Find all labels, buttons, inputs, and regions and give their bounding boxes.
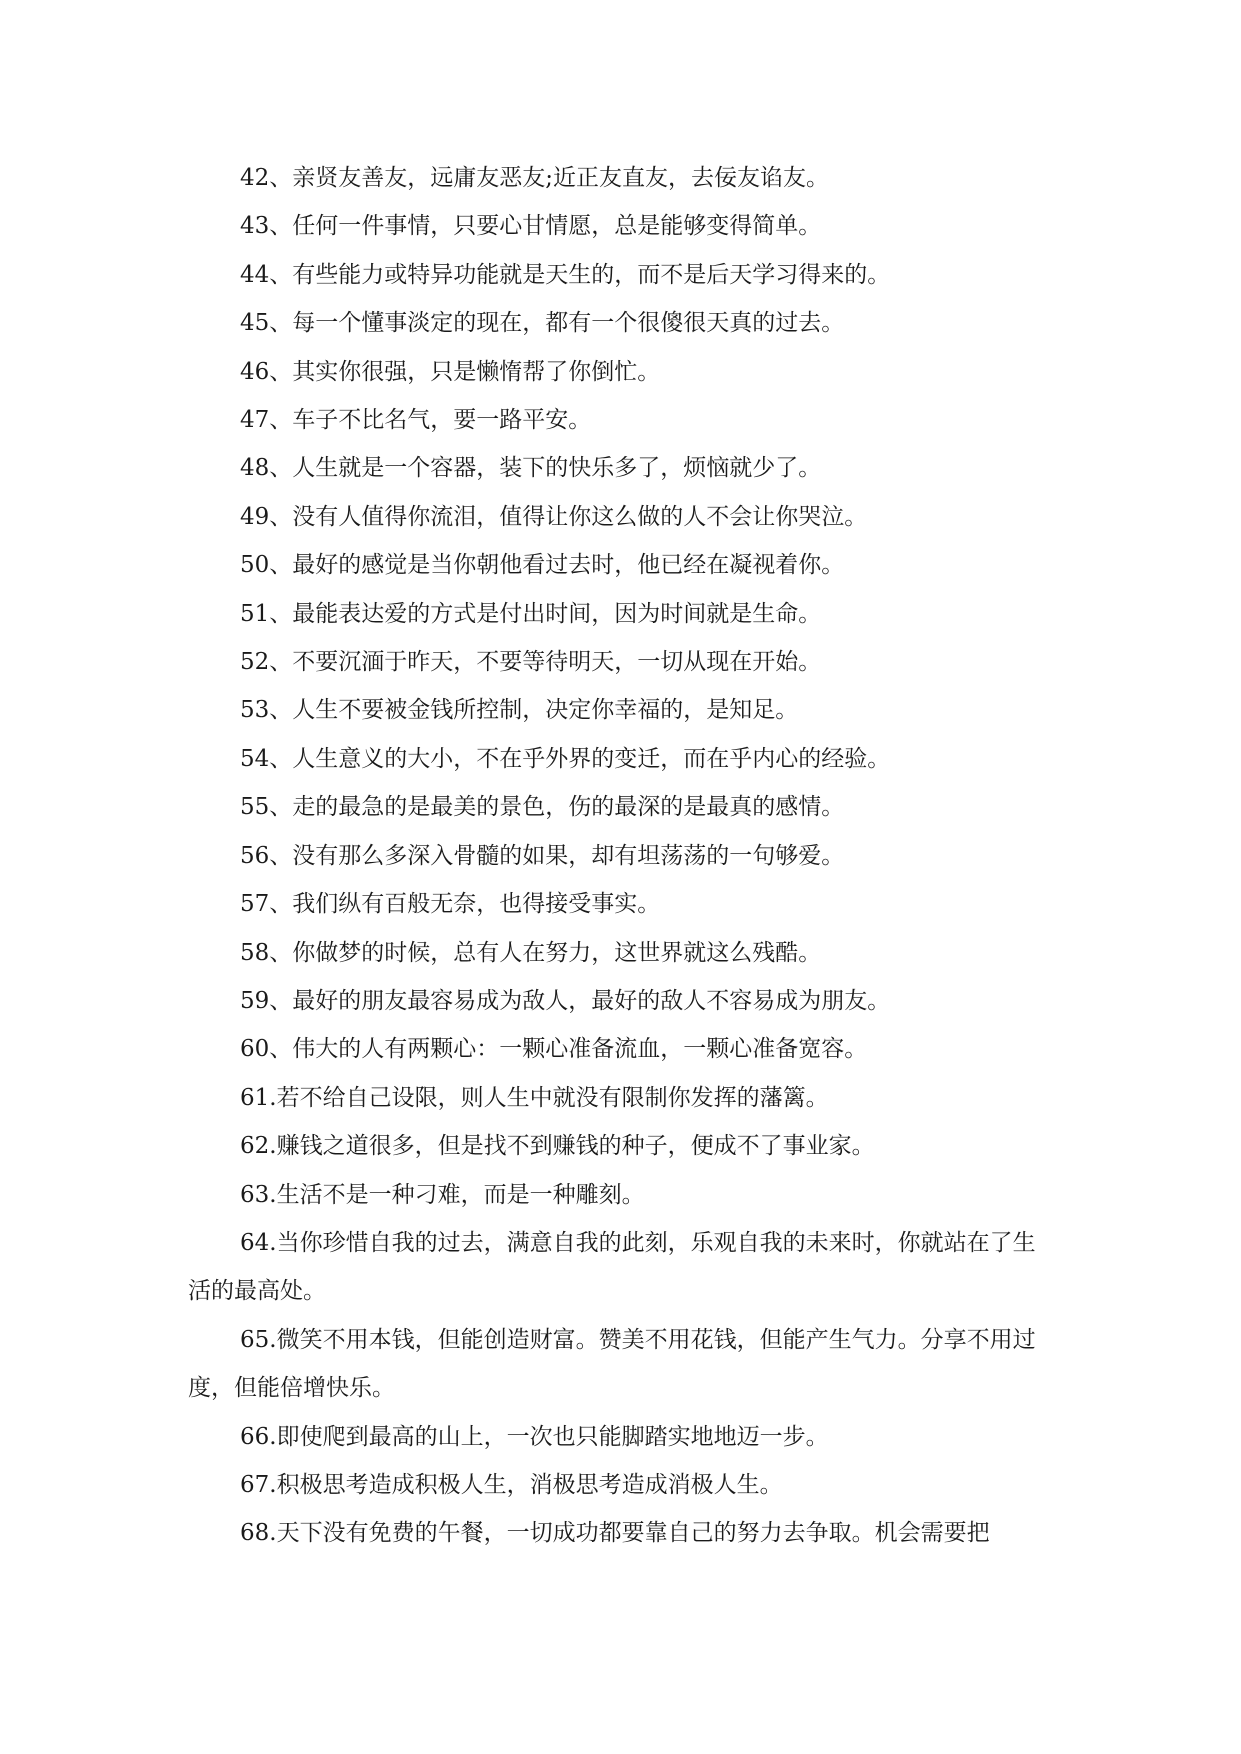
quote-47: 47、车子不比名气，要一路平安。 [240, 407, 592, 434]
quote-65: 65.微笑不用本钱，但能创造财富。赞美不用花钱，但能产生气力。分享不用过度，但能倍增快乐。 [188, 1326, 1036, 1402]
quote-52: 52、不要沉湎于昨天，不要等待明天，一切从现在开始。 [240, 649, 822, 676]
quote-56: 56、没有那么多深入骨髓的如果，却有坦荡荡的一句够爱。 [240, 842, 845, 869]
quote-55: 55、走的最急的是最美的景色，伤的最深的是最真的感情。 [240, 794, 845, 821]
quote-53: 53、人生不要被金钱所控制，决定你幸福的，是知足。 [240, 697, 799, 724]
quote-61: 61.若不给自己设限，则人生中就没有限制你发挥的藩篱。 [240, 1084, 829, 1111]
quote-59: 59、最好的朋友最容易成为敌人，最好的敌人不容易成为朋友。 [240, 987, 891, 1014]
quote-43: 43、任何一件事情，只要心甘情愿，总是能够变得简单。 [240, 213, 822, 240]
quote-60: 60、伟大的人有两颗心：一颗心准备流血，一颗心准备宽容。 [240, 1036, 868, 1063]
quote-44: 44、有些能力或特异功能就是天生的，而不是后天学习得来的。 [240, 261, 891, 288]
quote-49: 49、没有人值得你流泪，值得让你这么做的人不会让你哭泣。 [240, 503, 868, 530]
quote-68: 68.天下没有免费的午餐，一切成功都要靠自己的努力去争取。机会需要把 [240, 1520, 990, 1547]
quote-50: 50、最好的感觉是当你朝他看过去时，他已经在凝视着你。 [240, 552, 845, 579]
quote-48: 48、人生就是一个容器，装下的快乐多了，烦恼就少了。 [240, 455, 822, 482]
quote-63: 63.生活不是一种刁难，而是一种雕刻。 [240, 1181, 645, 1208]
quote-list [188, 154, 1058, 1558]
quote-62: 62.赚钱之道很多，但是找不到赚钱的种子，便成不了事业家。 [240, 1133, 875, 1160]
quote-58: 58、你做梦的时候，总有人在努力，这世界就这么残酷。 [240, 939, 822, 966]
quote-54: 54、人生意义的大小，不在乎外界的变迁，而在乎内心的经验。 [240, 745, 891, 772]
quote-45: 45、每一个懂事淡定的现在，都有一个很傻很天真的过去。 [240, 310, 845, 337]
quote-66: 66.即使爬到最高的山上，一次也只能脚踏实地地迈一步。 [240, 1423, 829, 1450]
quote-51: 51、最能表达爱的方式是付出时间，因为时间就是生命。 [240, 600, 822, 627]
quote-46: 46、其实你很强，只是懒惰帮了你倒忙。 [240, 358, 661, 385]
quote-64: 64.当你珍惜自我的过去，满意自我的此刻，乐观自我的未来时，你就站在了生活的最高处。 [188, 1229, 1036, 1305]
quote-42: 42、亲贤友善友，远庸友恶友;近正友直友，去佞友谄友。 [240, 165, 830, 191]
quote-67: 67.积极思考造成积极人生，消极思考造成消极人生。 [240, 1471, 783, 1498]
quote-57: 57、我们纵有百般无奈，也得接受事实。 [240, 891, 661, 918]
